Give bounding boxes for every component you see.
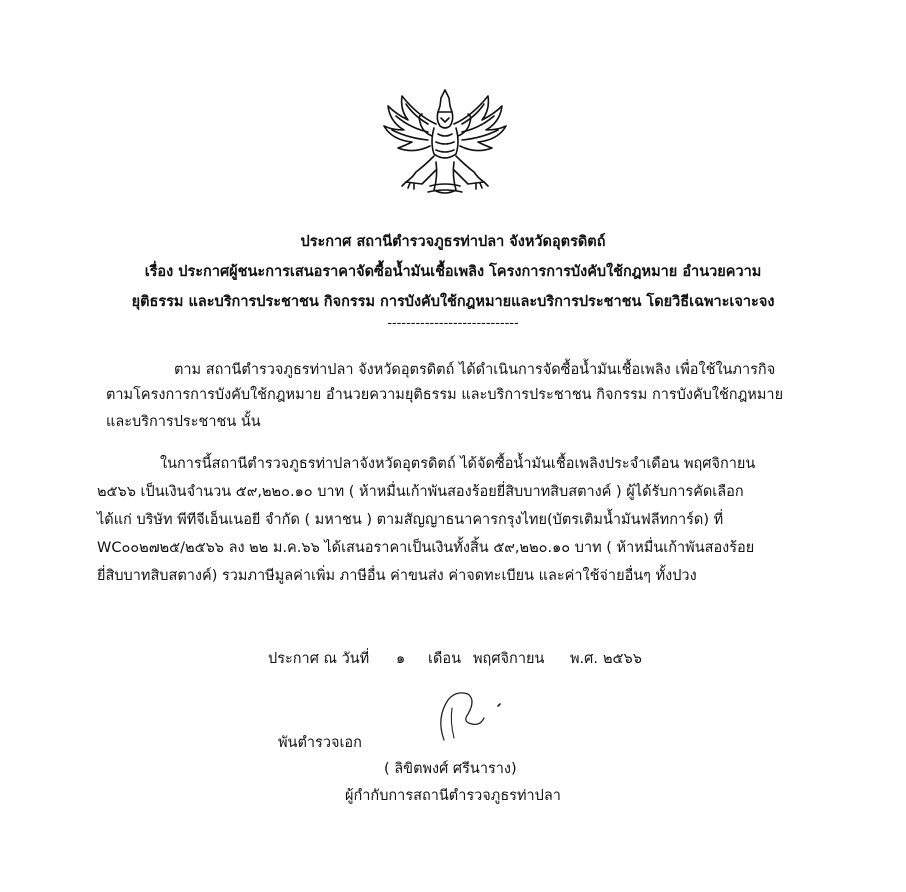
para1-line-1: ตาม สถานีตำรวจภูธรท่าปลา จังหวัดอุตรดิตถ์ ได้ดำเนินการจัดซื้อน้ำมันเชื้อเพลิง เพื่อใช้ในภารกิจ: [174, 362, 776, 378]
announce-year: ๒๕๖๖: [603, 651, 642, 667]
subject-line-2: ยุติธรรม และบริการประชาชน กิจกรรม การบังคับใช้กฎหมายและบริการประชาชน โดยวิธีเฉพาะเจาะจง: [131, 294, 775, 310]
announce-day: ๑: [396, 651, 406, 667]
signer-position: ผู้กำกับการสถานีตำรวจภูธรท่าปลา: [345, 788, 561, 804]
divider-dashes: ----------------------------: [387, 316, 519, 331]
garuda-emblem: [378, 86, 512, 198]
para2-line-2: ๒๕๖๖ เป็นเงินจำนวน ๕๙,๒๒๐.๑๐ บาท ( ห้าหมื่นเก้าพันสองร้อยยี่สิบบาทสิบสตางค์ ) ผู้ได้รับการคัดเลือก: [97, 484, 744, 500]
announce-year-label: พ.ศ.: [570, 651, 598, 667]
para2-line-5: ยี่สิบบาทสิบสตางค์) รวมภาษีมูลค่าเพิ่ม ภาษีอื่น ค่าขนส่ง ค่าจดทะเบียน และค่าใช้จ่ายอื่นๆ ทั้งปวง: [97, 568, 697, 584]
para1-line-3: และบริการประชาชน นั้น: [106, 414, 261, 430]
signer-rank: พันตำรวจเอก: [278, 735, 362, 751]
announcement-title: ประกาศ สถานีตำรวจภูธรท่าปลา จังหวัดอุตรดิตถ์: [300, 234, 606, 250]
handwritten-signature: [432, 688, 512, 744]
para2-line-3: ได้แก่ บริษัท พีทีจีเอ็นเนอยี จำกัด ( มหาชน ) ตามสัญญาธนาคารกรุงไทย(บัตรเติมน้ำมันฟลีทการ์ด) ที่: [97, 512, 724, 528]
subject-line-1: เรื่อง ประกาศผู้ชนะการเสนอราคาจัดซื้อน้ำมันเชื้อเพลิง โครงการการบังคับใช้กฎหมาย อำนวยความ: [144, 264, 762, 280]
para1-line-2: ตามโครงการการบังคับใช้กฎหมาย อำนวยความยุติธรรม และบริการประชาชน กิจกรรม การบังคับใช้กฎหมาย: [106, 387, 784, 403]
announce-month: พฤศจิกายน: [473, 651, 545, 667]
announce-date-prefix: ประกาศ ณ วันที่: [268, 651, 370, 667]
signer-name: ( ลิขิตพงศ์ ศรีนาราง): [384, 761, 517, 777]
para2-line-4: WC๐๐๒๗๒๕/๒๕๖๖ ลง ๒๒ ม.ค.๖๖ ได้เสนอราคาเป็นเงินทั้งสิ้น ๕๙,๒๒๐.๑๐ บาท ( ห้าหมื่นเก้าพันสองร้อย: [97, 540, 755, 556]
para2-line-1: ในการนี้สถานีตำรวจภูธรท่าปลาจังหวัดอุตรดิตถ์ ได้จัดซื้อน้ำมันเชื้อเพลิงประจำเดือน พฤศจิกายน: [160, 456, 756, 472]
announce-month-label: เดือน: [428, 651, 461, 667]
